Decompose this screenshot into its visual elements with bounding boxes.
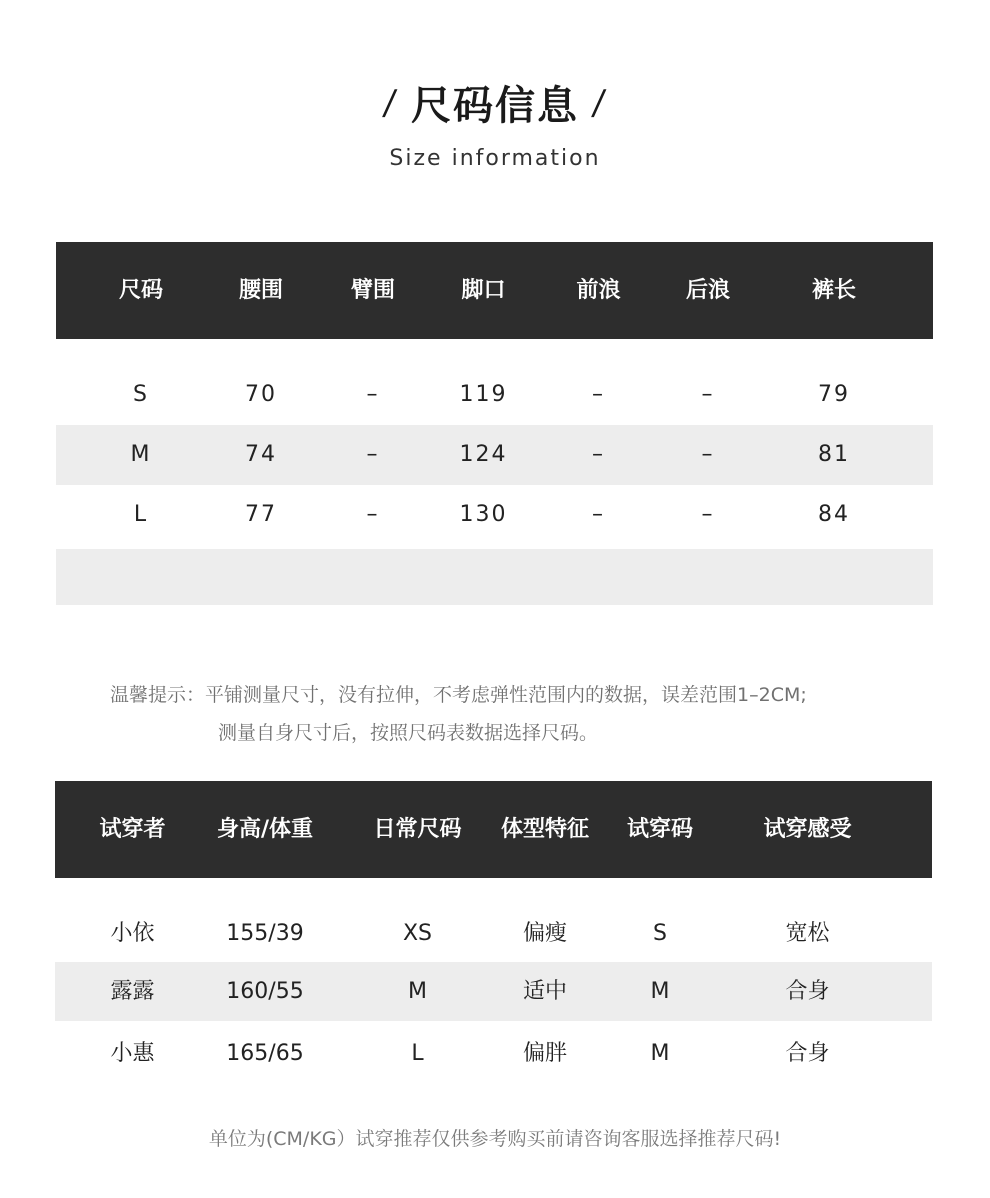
table-cell: 74	[245, 442, 277, 467]
table-cell: –	[701, 442, 715, 467]
size-col-header: 臂围	[350, 278, 395, 303]
tryon-col-header: 试穿者	[99, 817, 166, 842]
table-cell: 160/55	[226, 979, 304, 1004]
page-subtitle: Size information	[389, 146, 601, 171]
table-row	[55, 1025, 932, 1082]
table-cell: –	[366, 502, 380, 527]
table-cell: M	[130, 442, 152, 467]
tip-label: 温馨提示：	[110, 684, 206, 706]
table-cell: S	[653, 921, 667, 946]
table-cell: M	[650, 979, 670, 1004]
table-row	[56, 485, 933, 545]
table-cell: 偏瘦	[522, 921, 567, 946]
table-cell: L	[133, 502, 149, 527]
title-slash-right: /	[590, 82, 610, 123]
tryon-col-header: 体型特征	[500, 817, 589, 842]
table-cell: 124	[459, 442, 508, 467]
table-cell: 合身	[785, 979, 830, 1004]
table-cell: 70	[245, 382, 277, 407]
tip-line-2: 测量自身尺寸后，按照尺码表数据选择尺码。	[218, 722, 599, 744]
table-row	[55, 905, 932, 962]
table-cell: 79	[818, 382, 850, 407]
size-col-header: 前浪	[576, 278, 621, 303]
table-cell: 偏胖	[522, 1041, 567, 1066]
table-cell: –	[592, 502, 605, 527]
tryon-col-header: 身高/体重	[216, 817, 314, 842]
table-cell: 119	[459, 382, 508, 407]
table-cell: 84	[818, 502, 850, 527]
table-cell: S	[133, 382, 149, 407]
size-col-header: 腰围	[238, 278, 283, 303]
table-cell: 露露	[110, 979, 155, 1004]
tryon-col-header: 日常尺码	[373, 817, 462, 842]
table-cell: –	[366, 382, 380, 407]
table-cell: XS	[402, 921, 433, 946]
table-cell: 宽松	[785, 921, 830, 946]
table-cell: 77	[245, 502, 277, 527]
tryon-col-header: 试穿码	[626, 817, 693, 842]
table-cell: –	[592, 442, 605, 467]
title-slash-left: /	[380, 82, 400, 123]
measurement-tip	[110, 676, 950, 752]
table-cell: 小惠	[110, 1041, 155, 1066]
page-title	[380, 74, 610, 131]
page-title-text: 尺码信息	[411, 83, 579, 129]
table-row-empty	[56, 549, 933, 605]
tryon-table	[55, 781, 932, 1082]
table-cell: 适中	[522, 979, 567, 1004]
size-col-header: 脚口	[461, 278, 506, 303]
title-block	[0, 74, 990, 131]
table-cell: –	[366, 442, 380, 467]
table-cell: –	[701, 502, 715, 527]
table-cell: 合身	[785, 1041, 830, 1066]
table-cell: M	[408, 979, 427, 1004]
tryon-table-header	[55, 781, 932, 878]
table-cell: M	[650, 1041, 670, 1066]
table-cell: –	[701, 382, 715, 407]
table-cell: 小依	[110, 921, 155, 946]
size-table-header	[56, 242, 933, 339]
table-cell: –	[592, 382, 605, 407]
tryon-col-header: 试穿感受	[763, 817, 852, 842]
size-table	[56, 242, 933, 605]
table-cell: 130	[459, 502, 508, 527]
size-col-header: 裤长	[811, 278, 856, 303]
table-cell: 165/65	[226, 1041, 304, 1066]
footer-note: 单位为(CM/KG）试穿推荐仅供参考购买前请咨询客服选择推荐尺码!	[208, 1128, 782, 1150]
table-row	[56, 425, 933, 485]
table-row	[55, 962, 932, 1021]
table-cell: L	[411, 1041, 424, 1066]
table-cell: 81	[818, 442, 850, 467]
tip-line-1: 平铺测量尺寸，没有拉伸，不考虑弹性范围内的数据，误差范围1–2CM;	[205, 684, 807, 706]
size-col-header: 后浪	[685, 278, 730, 303]
table-cell: 155/39	[226, 921, 304, 946]
table-row	[56, 365, 933, 425]
size-col-header: 尺码	[118, 278, 163, 303]
